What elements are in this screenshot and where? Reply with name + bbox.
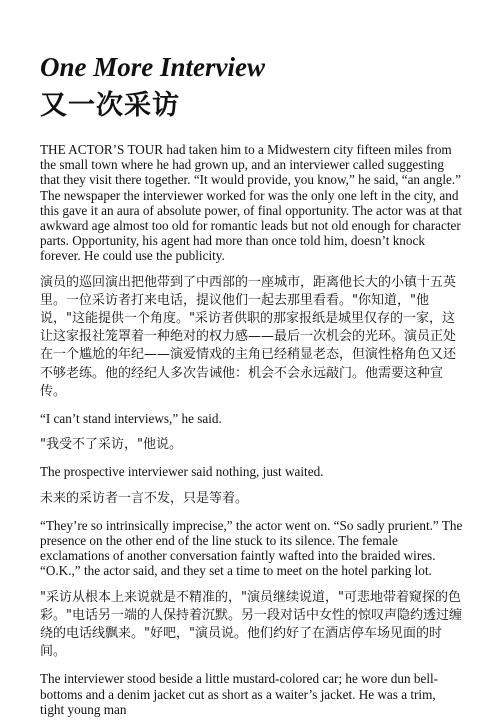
title-chinese: 又一次采访 (40, 90, 180, 121)
paragraph-en-2: “I can’t stand interviews,” he said. (40, 411, 222, 427)
title-english: One More Interview (40, 52, 265, 82)
paragraph-en-3: The prospective interviewer said nothing, just waited. (40, 464, 324, 480)
paragraph-en-1: THE ACTOR’S TOUR had taken him to a Midwestern city fifteen miles from the small town where he had grown up, and an interviewer called suggesting that they visit there together. “It would provide, you know,” he said, “an angle.” The newspaper the interviewer worked for was the only one left in the city, and this gave it an aura of absolute power, of final opportunity. The actor was at that awkward age almost too old for romantic leads but not old enough for character parts. Opportunity, his agent had more than once told him, doesn’t knock forever. He could use the publicity. (40, 142, 463, 264)
paragraph-en-5: The interviewer stood beside a little mustard-colored car; he wore dun bell-bottoms and a denim jacket cut as short as a waiter’s jacket. He was a trim, tight young man (40, 671, 439, 717)
paragraph-zh-1: 演员的巡回演出把他带到了中西部的一座城市，距离他长大的小镇十五英里。一位采访者打来电话，提议他们一起去那里看看。"你知道，"他说，"这能提供一个角度。"采访者供职的那家报纸是城里仅存的一家，这让这家报社笼罩着一种绝对的权力感——最后一次机会的光环。演员正处在一个尴尬的年纪——演爱情戏的主角已经稍显老态，但演性格角色又还不够老练。他的经纪人多次告诫他：机会不会永远敲门。他需要这种宣传。 (40, 274, 457, 399)
paragraph-en-4: “They’re so intrinsically imprecise,” the actor went on. “So sadly prurient.” The presence on the other end of the line stuck to its silence. The female exclamations of another conversation faintly wafted into the braided wires. “O.K.,” the actor said, and they set a time to meet on the hotel parking lot. (40, 517, 463, 579)
paragraph-zh-3: 未来的采访者一言不发，只是等着。 (40, 490, 249, 506)
paragraph-zh-4: "采访从根本上来说就是不精准的，"演员继续说道，"可悲地带着窥探的色彩。"电话另一端的人保持着沉默。另一段对话中女性的惊叹声隐约透过缠绕的电话线飘来。"好吧，"演员说。他们约好了在酒店停车场见面的时间。 (40, 589, 462, 660)
document-page (40, 50, 463, 727)
paragraph-zh-2: "我受不了采访，"他说。 (40, 437, 182, 453)
